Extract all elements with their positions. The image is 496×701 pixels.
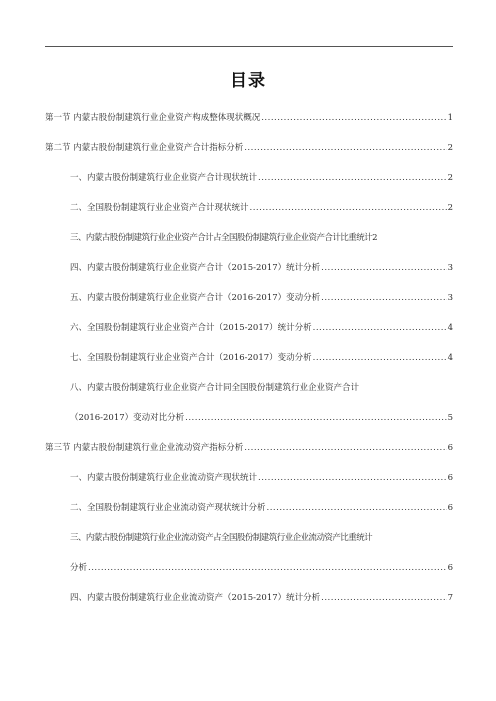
toc-title: 目录	[230, 71, 266, 91]
toc-entry-page: 6	[447, 443, 453, 453]
toc-entry-2-6[interactable]	[70, 316, 453, 334]
toc-leader-dots	[244, 443, 446, 454]
toc-entry-2-8[interactable]	[70, 376, 453, 394]
toc-entry-page: 2	[447, 203, 453, 213]
toc-entry-text: 三、内蒙古股份制建筑行业企业资产合计占全国股份制建筑行业企业资产合计比重统计	[70, 233, 373, 243]
header-rule	[45, 46, 453, 47]
toc-entry-page: 7	[447, 593, 453, 603]
toc-leader-dots	[267, 503, 447, 514]
toc-entry-text: 四、内蒙古股份制建筑行业企业流动资产（2015-2017）统计分析	[70, 593, 321, 603]
toc-entry-2-4[interactable]	[70, 256, 453, 274]
toc-leader-dots	[321, 263, 446, 274]
toc-entry-text: 一、内蒙古股份制建筑行业企业流动资产现状统计	[70, 473, 258, 483]
toc-entry-text: 四、内蒙古股份制建筑行业企业资产合计（2015-2017）统计分析	[70, 263, 321, 273]
toc-entry-section-3[interactable]	[45, 436, 453, 454]
toc-leader-dots	[185, 413, 446, 424]
toc-entry-3-1[interactable]	[70, 466, 453, 484]
toc-entry-page: 3	[447, 293, 453, 303]
toc-entry-page: 6	[447, 503, 453, 513]
toc-entry-2-2[interactable]	[70, 196, 453, 214]
toc-leader-dots	[250, 203, 447, 214]
toc-entry-3-3[interactable]	[70, 526, 453, 544]
toc-leader-dots	[321, 593, 446, 604]
toc-entry-page: 2	[372, 233, 377, 243]
toc-entry-2-5[interactable]	[70, 286, 453, 304]
toc-entry-page: 2	[447, 143, 453, 153]
toc-entry-section-1[interactable]	[45, 106, 453, 124]
toc-entry-page: 5	[447, 413, 453, 423]
toc-entry-text: 第二节 内蒙古股份制建筑行业企业资产合计指标分析	[45, 143, 244, 153]
toc-leader-dots	[313, 323, 447, 334]
toc-entry-text: 二、全国股份制建筑行业企业资产合计现状统计	[70, 203, 249, 213]
toc-entry-2-1[interactable]	[70, 166, 453, 184]
toc-entry-3-4[interactable]	[70, 586, 453, 604]
toc-entry-text: 第一节 内蒙古股份制建筑行业企业资产构成整体现状概况	[45, 113, 261, 123]
toc-entry-text: 三、内蒙古股份制建筑行业企业流动资产占全国股份制建筑行业企业流动资产比重统计	[70, 533, 373, 543]
toc-entry-3-2[interactable]	[70, 496, 453, 514]
toc-leader-dots	[258, 473, 447, 484]
toc-entry-text: 一、内蒙古股份制建筑行业企业资产合计现状统计	[70, 173, 258, 183]
toc-entry-page: 4	[447, 353, 453, 363]
toc-entry-text: 七、全国股份制建筑行业企业资产合计（2016-2017）变动分析	[70, 353, 312, 363]
toc-entry-section-2[interactable]	[45, 136, 453, 154]
toc-entry-text: 二、全国股份制建筑行业企业流动资产现状统计分析	[70, 503, 266, 513]
toc-entry-page: 6	[447, 563, 453, 573]
toc-leader-dots	[88, 563, 447, 574]
toc-leader-dots	[313, 353, 447, 364]
toc-entry-page: 1	[447, 113, 453, 123]
toc-entry-text: 分析	[70, 563, 88, 573]
toc-leader-dots	[258, 173, 447, 184]
toc-entry-text: 六、全国股份制建筑行业企业资产合计（2015-2017）统计分析	[70, 323, 312, 333]
toc-entry-2-8-cont[interactable]	[70, 406, 453, 424]
toc-leader-dots	[244, 143, 446, 154]
toc-leader-dots	[321, 293, 446, 304]
toc-entry-text: 五、内蒙古股份制建筑行业企业资产合计（2016-2017）变动分析	[70, 293, 321, 303]
toc-entry-2-3[interactable]	[70, 226, 453, 244]
toc-entry-text: （2016-2017）变动对比分析	[70, 413, 185, 423]
toc-entry-text: 八、内蒙古股份制建筑行业企业资产合计同全国股份制建筑行业企业资产合计	[70, 383, 360, 393]
toc-entry-page: 2	[447, 173, 453, 183]
toc-entry-page: 3	[447, 263, 453, 273]
toc-entry-2-7[interactable]	[70, 346, 453, 364]
toc-entry-3-3-cont[interactable]	[70, 556, 453, 574]
toc-entry-text: 第三节 内蒙古股份制建筑行业企业流动资产指标分析	[45, 443, 244, 453]
toc-leader-dots	[261, 113, 446, 124]
toc-entry-page: 6	[447, 473, 453, 483]
toc-entry-page: 4	[447, 323, 453, 333]
